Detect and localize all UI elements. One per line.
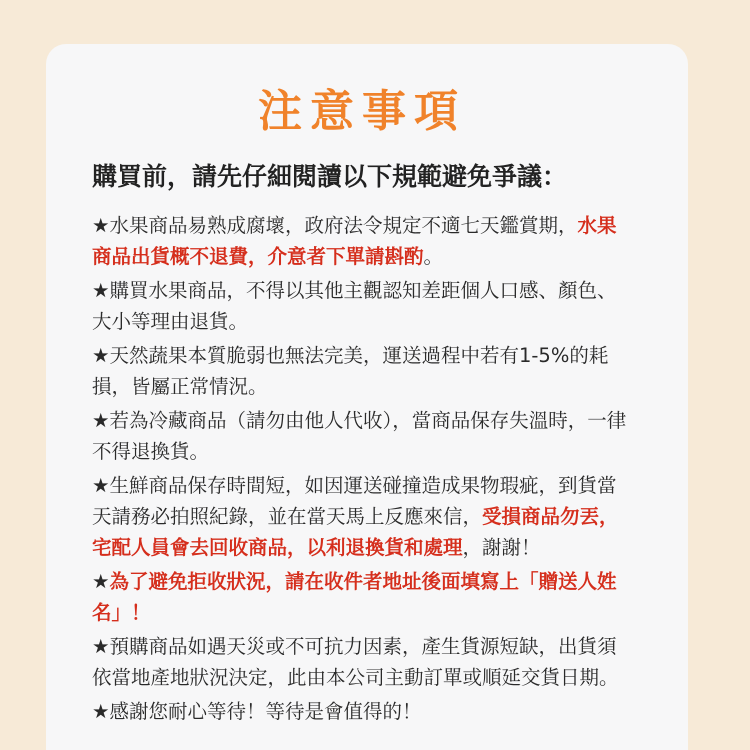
notice-text: ★生鮮商品保存時間短，如因運送碰撞造成果物瑕疵，到貨當天請務必拍照紀錄，並在當天馬上反應來信， [92,474,617,528]
notice-item-8 [92,696,632,727]
notice-highlight: 受損商品勿丟，宅配人員會去回收商品，以利退換貨和處理 [92,505,619,559]
notice-text: ★水果商品易熟成腐壞，政府法令規定不適七天鑑賞期， [92,214,578,237]
notice-item-7 [92,631,632,693]
notice-item-3 [92,340,632,402]
notice-item-2 [92,275,632,337]
notice-text: ★感謝您耐心等待！等待是會值得的！ [92,700,422,723]
notice-item-1 [92,210,632,272]
notice-text: ★預購商品如遇天災或不可抗力因素，產生貨源短缺，出貨須依當地產地狀況決定，此由本公司主動訂單或順延交貨日期。 [92,635,619,689]
notice-highlight: 為了避免拒收狀況，請在收件者地址後面填寫上「贈送人姓名」！ [92,570,617,624]
subtitle: 購買前，請先仔細閱讀以下規範避免爭議： [92,162,568,191]
notice-text: ★購買水果商品，不得以其他主觀認知差距個人口感、顏色、大小等理由退貨。 [92,279,617,333]
notice-item-5 [92,470,632,563]
notice-text-end: ，謝謝！ [462,536,541,559]
page-title: 注意事項 [258,86,466,137]
notice-text: ★若為冷藏商品（請勿由他人代收），當商品保存失溫時，一律不得退換貨。 [92,409,627,463]
notice-item-6 [92,566,632,628]
notice-highlight: 水果商品出貨概不退費，介意者下單請斟酌 [92,214,617,268]
notice-text-end: 。 [423,245,444,268]
notice-card [46,44,688,750]
notice-item-4 [92,405,632,467]
notice-text: ★天然蔬果本質脆弱也無法完美，運送過程中若有1-5%的耗損，皆屬正常情況。 [92,344,609,398]
notice-list [92,210,632,727]
notice-star: ★ [92,570,110,593]
